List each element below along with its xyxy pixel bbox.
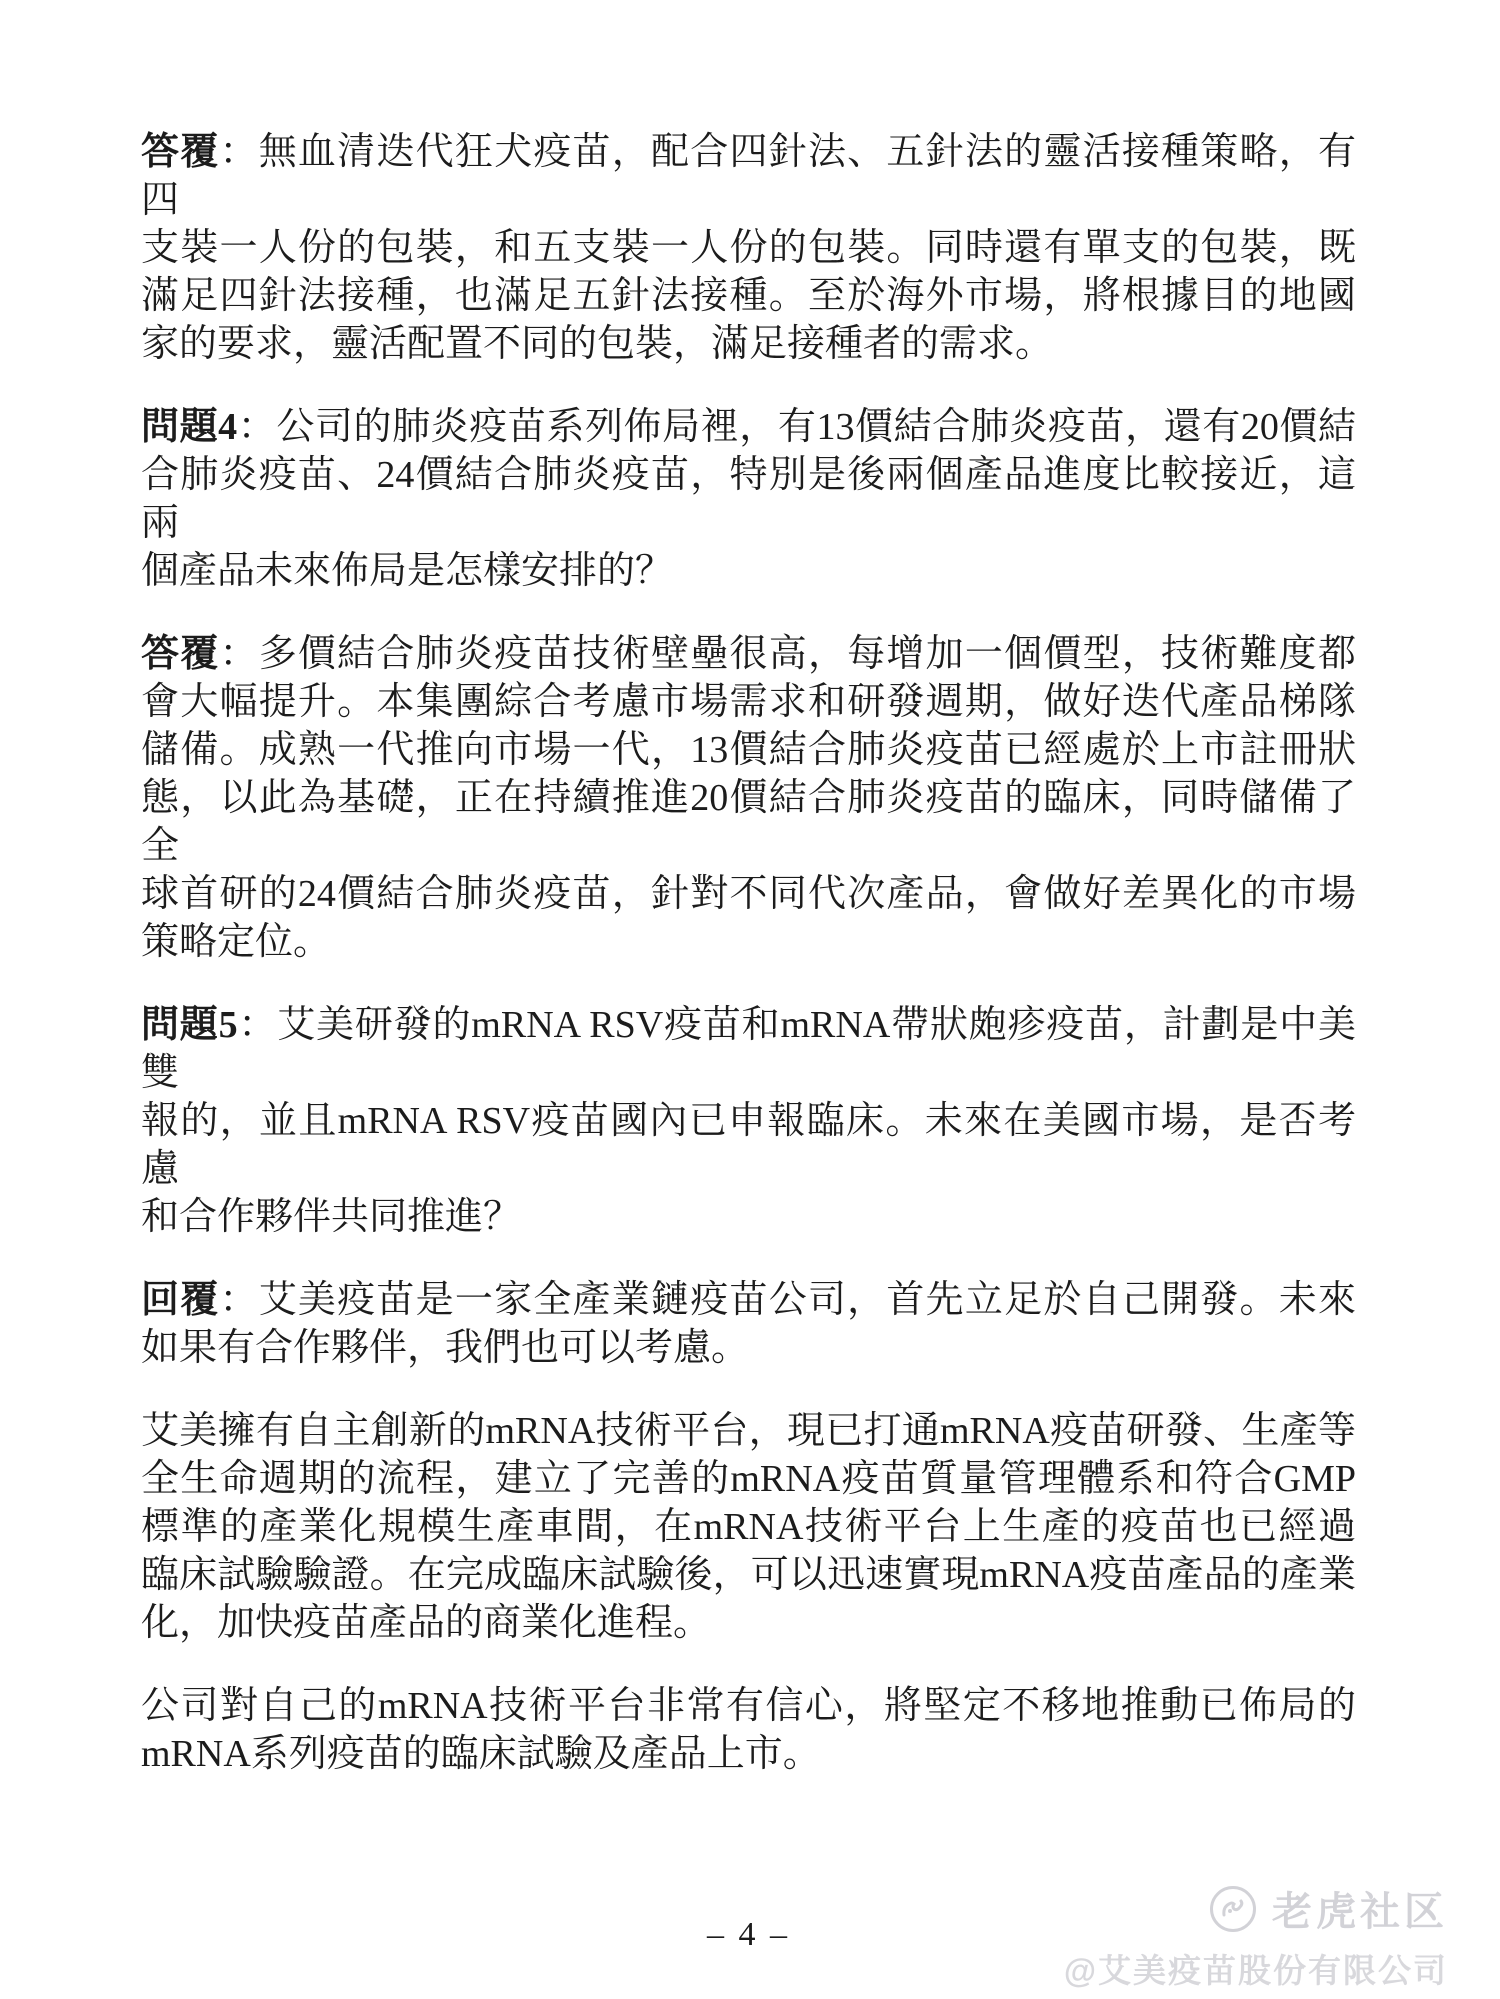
text-line: 策略定位。 — [141, 921, 332, 963]
paragraph-label: 答覆 — [141, 633, 220, 675]
text-line: 艾美擁有自主創新的mRNA技術平台，現已打通mRNA疫苗研發、生產等 — [141, 1410, 1356, 1452]
document-body — [141, 128, 1356, 1813]
text-line: 全生命週期的流程，建立了完善的mRNA疫苗質量管理體系和符合GMP — [141, 1458, 1356, 1500]
paragraph-label: 答覆 — [141, 131, 220, 173]
text-line: 標準的產業化規模生產車間，在mRNA技術平台上生產的疫苗也已經過 — [141, 1506, 1356, 1548]
text-line: 支裝一人份的包裝，和五支裝一人份的包裝。同時還有單支的包裝，既 — [141, 227, 1356, 269]
text-line: 合肺炎疫苗、24價結合肺炎疫苗，特別是後兩個產品進度比較接近，這兩 — [141, 454, 1356, 544]
text-line: 會大幅提升。本集團綜合考慮市場需求和研發週期，做好迭代產品梯隊 — [141, 681, 1356, 723]
text-line: mRNA系列疫苗的臨床試驗及產品上市。 — [141, 1733, 821, 1775]
paragraph — [141, 1682, 1356, 1778]
watermark-handle-text: @艾美疫苗股份有限公司 — [1063, 1952, 1448, 1989]
paragraph — [141, 1407, 1356, 1647]
text-line: 球首研的24價結合肺炎疫苗，針對不同代次產品，會做好差異化的市場 — [141, 873, 1356, 915]
text-line: 回覆：艾美疫苗是一家全產業鏈疫苗公司，首先立足於自己開發。未來 — [141, 1279, 1356, 1321]
text-line: 答覆：多價結合肺炎疫苗技術壁壘很高，每增加一個價型，技術難度都 — [141, 633, 1356, 675]
paragraph-label: 回覆 — [141, 1279, 220, 1321]
text-line: 臨床試驗驗證。在完成臨床試驗後，可以迅速實現mRNA疫苗產品的產業 — [141, 1554, 1356, 1596]
paragraph — [141, 1276, 1356, 1372]
text-line: 態，以此為基礎，正在持續推進20價結合肺炎疫苗的臨床，同時儲備了全 — [141, 777, 1356, 867]
paragraph — [141, 403, 1356, 595]
watermark-brand-text: 老虎社区 — [1272, 1890, 1448, 1934]
text-line: 滿足四針法接種，也滿足五針法接種。至於海外市場，將根據目的地國 — [141, 275, 1356, 317]
text-line: 家的要求，靈活配置不同的包裝，滿足接種者的需求。 — [141, 323, 1054, 365]
paragraph — [141, 128, 1356, 368]
text-line: 儲備。成熟一代推向市場一代，13價結合肺炎疫苗已經處於上市註冊狀 — [141, 729, 1356, 771]
paragraph-label: 問題4 — [141, 406, 238, 448]
paragraph — [141, 630, 1356, 966]
text-line: 報的，並且mRNA RSV疫苗國內已申報臨床。未來在美國市場，是否考慮 — [141, 1100, 1356, 1190]
tiger-circle-icon — [1210, 1886, 1256, 1932]
text-line: 答覆：無血清迭代狂犬疫苗，配合四針法、五針法的靈活接種策略，有四 — [141, 131, 1356, 221]
text-line: 如果有合作夥伴，我們也可以考慮。 — [141, 1327, 750, 1369]
text-line: 問題4：公司的肺炎疫苗系列佈局裡，有13價結合肺炎疫苗，還有20價結 — [141, 406, 1356, 448]
paragraph — [141, 1001, 1356, 1241]
text-line: 公司對自己的mRNA技術平台非常有信心，將堅定不移地推動已佈局的 — [141, 1685, 1356, 1727]
text-line: 和合作夥伴共同推進？ — [141, 1196, 522, 1238]
page-number: – 4 – — [707, 1916, 790, 1953]
text-line: 個產品未來佈局是怎樣安排的？ — [141, 550, 674, 592]
watermark-brand-row — [1064, 1880, 1448, 1937]
watermark — [1064, 1880, 1448, 1992]
text-line: 問題5：艾美研發的mRNA RSV疫苗和mRNA帶狀皰疹疫苗，計劃是中美雙 — [141, 1004, 1356, 1094]
paragraph-label: 問題5 — [141, 1004, 238, 1046]
text-line: 化，加快疫苗產品的商業化進程。 — [141, 1602, 712, 1644]
